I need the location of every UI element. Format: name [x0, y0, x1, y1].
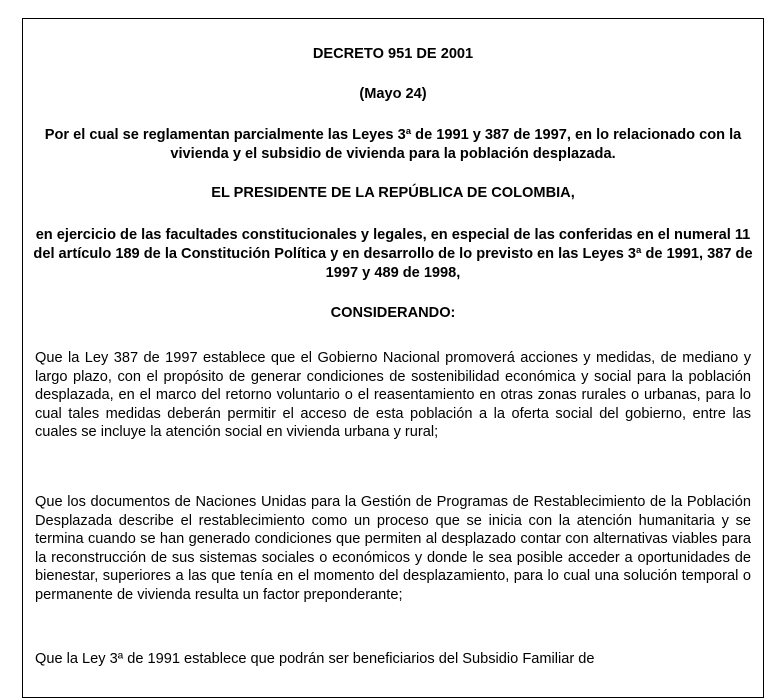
decree-title: DECRETO 951 DE 2001	[312, 46, 474, 62]
considering-paragraph-2: Que los documentos de Naciones Unidas para la Gestión de Programas de Restablecimiento de la Población Desplazada describe el restablecimiento como un proceso que se inicia con la atención humanitaria y se termina cuando se han generado condiciones que permiten al desplazado contar con alternativas viables para la reconstrucción de sus sistemas sociales o económicos y donde le sea posible acceder a oportunidades de bienestar, superiores a las que tenía en el momento del desplazamiento, para lo cual una solución temporal o permanente de vivienda resulta un factor preponderante;	[35, 494, 751, 603]
decree-date: (Mayo 24)	[359, 86, 427, 102]
authority-statement: en ejercicio de las facultades constitucionales y legales, en especial de las conferidas en el numeral 11 del artículo 189 de la Constitución Política y en desarrollo de lo previsto en las Leyes 3ª de 1991, 387 de 1997 y 489 de 1998,	[33, 227, 753, 281]
decree-subject: Por el cual se reglamentan parcialmente las Leyes 3ª de 1991 y 387 de 1997, en lo relacionado con la vivienda y el subsidio de vivienda para la población desplazada.	[44, 127, 742, 162]
considering-paragraph-3: Que la Ley 3ª de 1991 establece que podrán ser beneficiarios del Subsidio Familiar de	[35, 651, 595, 667]
considering-heading: CONSIDERANDO:	[330, 305, 456, 321]
considering-paragraph-1: Que la Ley 387 de 1997 establece que el Gobierno Nacional promoverá acciones y medidas, de mediano y largo plazo, con el propósito de generar condiciones de sostenibilidad económica y social para la población desplazada, en el marco del retorno voluntario o el reasentamiento en otras zonas rurales o urbanas, para lo cual tales medidas deberán permitir el acceso de esta población a la oferta social del gobierno, entre las cuales se incluye la atención social en vivienda urbana y rural;	[35, 350, 751, 440]
document-frame	[22, 18, 764, 698]
president-heading: EL PRESIDENTE DE LA REPÚBLICA DE COLOMBIA,	[211, 185, 575, 201]
